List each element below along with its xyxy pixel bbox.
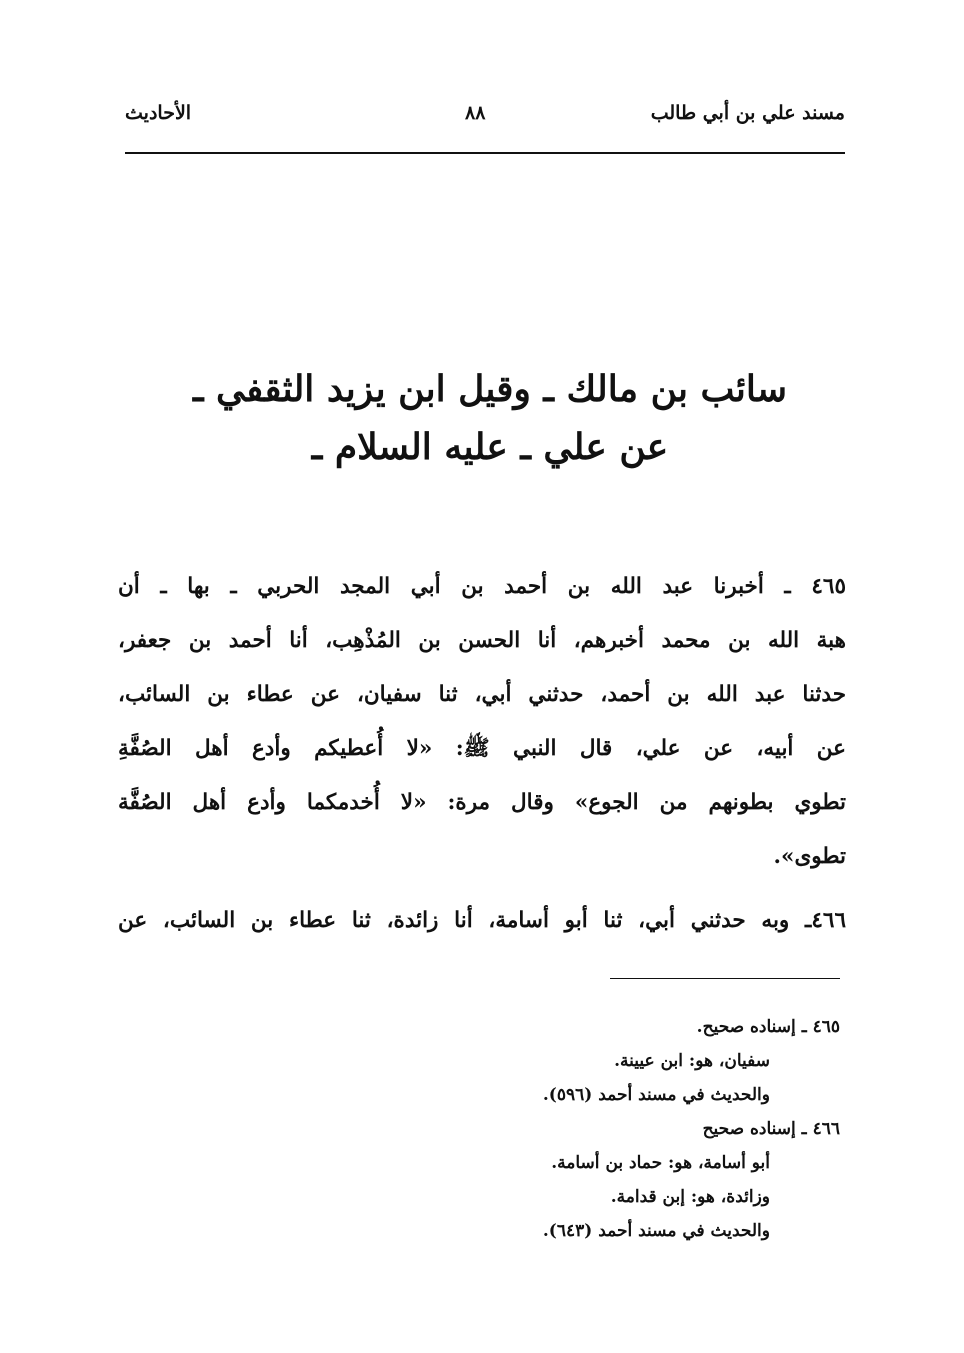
main-text bbox=[118, 560, 846, 948]
text-line: هبة الله بن محمد أخبرهم، أنا الحسن بن المُذْهِب، أنا أحمد بن جعفر، bbox=[118, 628, 846, 653]
footnote-465 bbox=[400, 1010, 840, 1112]
text-line: تطوي بطونهم من الجوع» وقال مرة: «لا أُخدمكما وأدع أهل الصُفَّة bbox=[118, 790, 846, 815]
hadith-465 bbox=[118, 560, 846, 884]
chapter-title bbox=[140, 360, 840, 476]
text-line: تطوى». bbox=[773, 844, 846, 869]
text-line: ٤٦٥ ـ أخبرنا عبد الله بن أحمد بن أبي المجد الحربي ـ بها ـ أن bbox=[118, 574, 846, 599]
header-section: الأحاديث bbox=[125, 102, 192, 124]
footnote-line: والحديث في مسند أحمد (٥٩٦). bbox=[542, 1085, 770, 1105]
footnote-line: أبو أسامة، هو: حماد بن أسامة. bbox=[551, 1153, 770, 1173]
footnote-466 bbox=[400, 1112, 840, 1248]
header-book-title: مسند علي بن أبي طالب bbox=[650, 102, 845, 124]
text-line: عن أبيه، عن علي، قال النبي ﷺ: «لا أُعطيكم وأدع أهل الصُفَّةِ bbox=[118, 736, 846, 761]
text-line: ٤٦٦ـ وبه حدثني أبي، ثنا أبو أسامة، أنا زائدة، ثنا عطاء بن السائب، عن bbox=[118, 908, 846, 933]
text-line: حدثنا عبد الله بن أحمد، حدثني أبي، ثنا سفيان، عن عطاء بن السائب، bbox=[118, 682, 846, 707]
footnote-head: ٤٦٥ ـ إسناده صحيح. bbox=[696, 1017, 840, 1037]
footnotes bbox=[400, 1010, 840, 1248]
chapter-title-line-2: عن علي ـ عليه السلام ـ bbox=[311, 426, 669, 468]
running-header bbox=[125, 96, 845, 154]
paragraph-gap bbox=[118, 884, 846, 894]
footnote-line: وزائدة، هو: إبن قدامة. bbox=[610, 1187, 770, 1207]
header-page-number: ٨٨ bbox=[465, 102, 486, 124]
footnote-separator bbox=[610, 978, 840, 979]
chapter-title-line-1: سائب بن مالك ـ وقيل ابن يزيد الثقفي ـ bbox=[192, 368, 788, 410]
footnote-line: سفيان، هو: ابن عيينة. bbox=[614, 1051, 770, 1071]
footnote-line: والحديث في مسند أحمد (٦٤٣). bbox=[542, 1221, 770, 1241]
footnote-head: ٤٦٦ ـ إسناده صحيح bbox=[702, 1119, 840, 1139]
hadith-466 bbox=[118, 894, 846, 948]
